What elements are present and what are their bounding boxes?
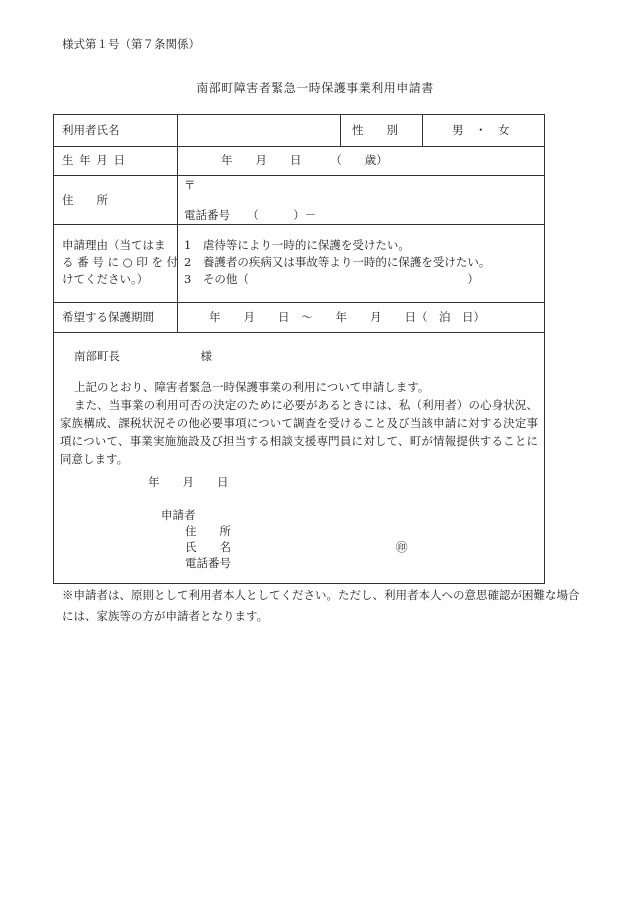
period-value: 年 月 日 ～ 年 月 日（ 泊 日） [209, 310, 485, 324]
postal-mark: 〒 [184, 178, 196, 192]
addressee: 南部町長 様 [74, 349, 212, 363]
period-label: 希望する保護期間 [62, 310, 154, 324]
row-divider-5 [53, 332, 545, 333]
applicant-label: 申請者 [161, 508, 196, 522]
applicant-address-label: 住 所 [185, 524, 231, 538]
address-label: 住 所 [62, 193, 108, 207]
applicant-phone-label: 電話番号 [185, 556, 231, 570]
row-divider-4 [53, 302, 545, 303]
user-name-label: 利用者氏名 [62, 123, 120, 137]
sex-options: 男 ・ 女 [452, 123, 510, 137]
row-divider-1 [53, 146, 545, 147]
reason-label-line-1: 申請理由（当てはま [62, 238, 166, 252]
form-number: 様式第１号（第７条関係） [62, 37, 200, 51]
reason-option-2: 2 養護者の疾病又は事故等より一時的に保護を受けたい。 [184, 255, 491, 269]
row-divider-2 [53, 175, 545, 176]
statement-paragraph-2: また、当事業の利用可否の決定のために必要があるときには、私（利用者）の心身状況、家族構成、課税状況その他必要事項について調査を受けること及び当該申請に対する決定事項について、事業実施施設及び担当する相談支援専門員に対して、町が情報提供することに同意します。 [60, 398, 538, 466]
row-divider-3 [53, 224, 545, 225]
sex-value-left-divider [422, 114, 423, 146]
statement-paragraph-1: 上記のとおり、障害者緊急一時保護事業の利用について申請します。 [74, 380, 430, 394]
label-column-divider [177, 114, 178, 332]
seal-mark: ㊞ [396, 540, 408, 554]
reason-option-3: 3 その他（ ） [184, 272, 479, 286]
reason-label-line-2: る 番 号 に ○ 印 を 付 [62, 255, 179, 269]
document-title: 南部町障害者緊急一時保護事業利用申請書 [196, 81, 434, 95]
applicant-name-label: 氏 名 [185, 540, 231, 554]
birthdate-value: 年 月 日 （ 歳） [221, 153, 388, 167]
reason-label-line-3: けてください。） [62, 272, 149, 286]
sex-label-left-divider [340, 114, 341, 146]
reason-option-1: 1 虐待等により一時的に保護を受けたい。 [184, 238, 410, 252]
phone-line: 電話番号 （ ）－ [184, 208, 317, 222]
footnote: ※申請者は、原則として利用者本人としてください。ただし、利用者本人への意思確認が困難な場合には、家族等の方が申請者となります。 [62, 588, 580, 623]
birthdate-label: 生 年 月 日 [62, 153, 126, 167]
sex-label: 性 別 [352, 123, 398, 137]
application-date-line: 年 月 日 [148, 475, 229, 489]
